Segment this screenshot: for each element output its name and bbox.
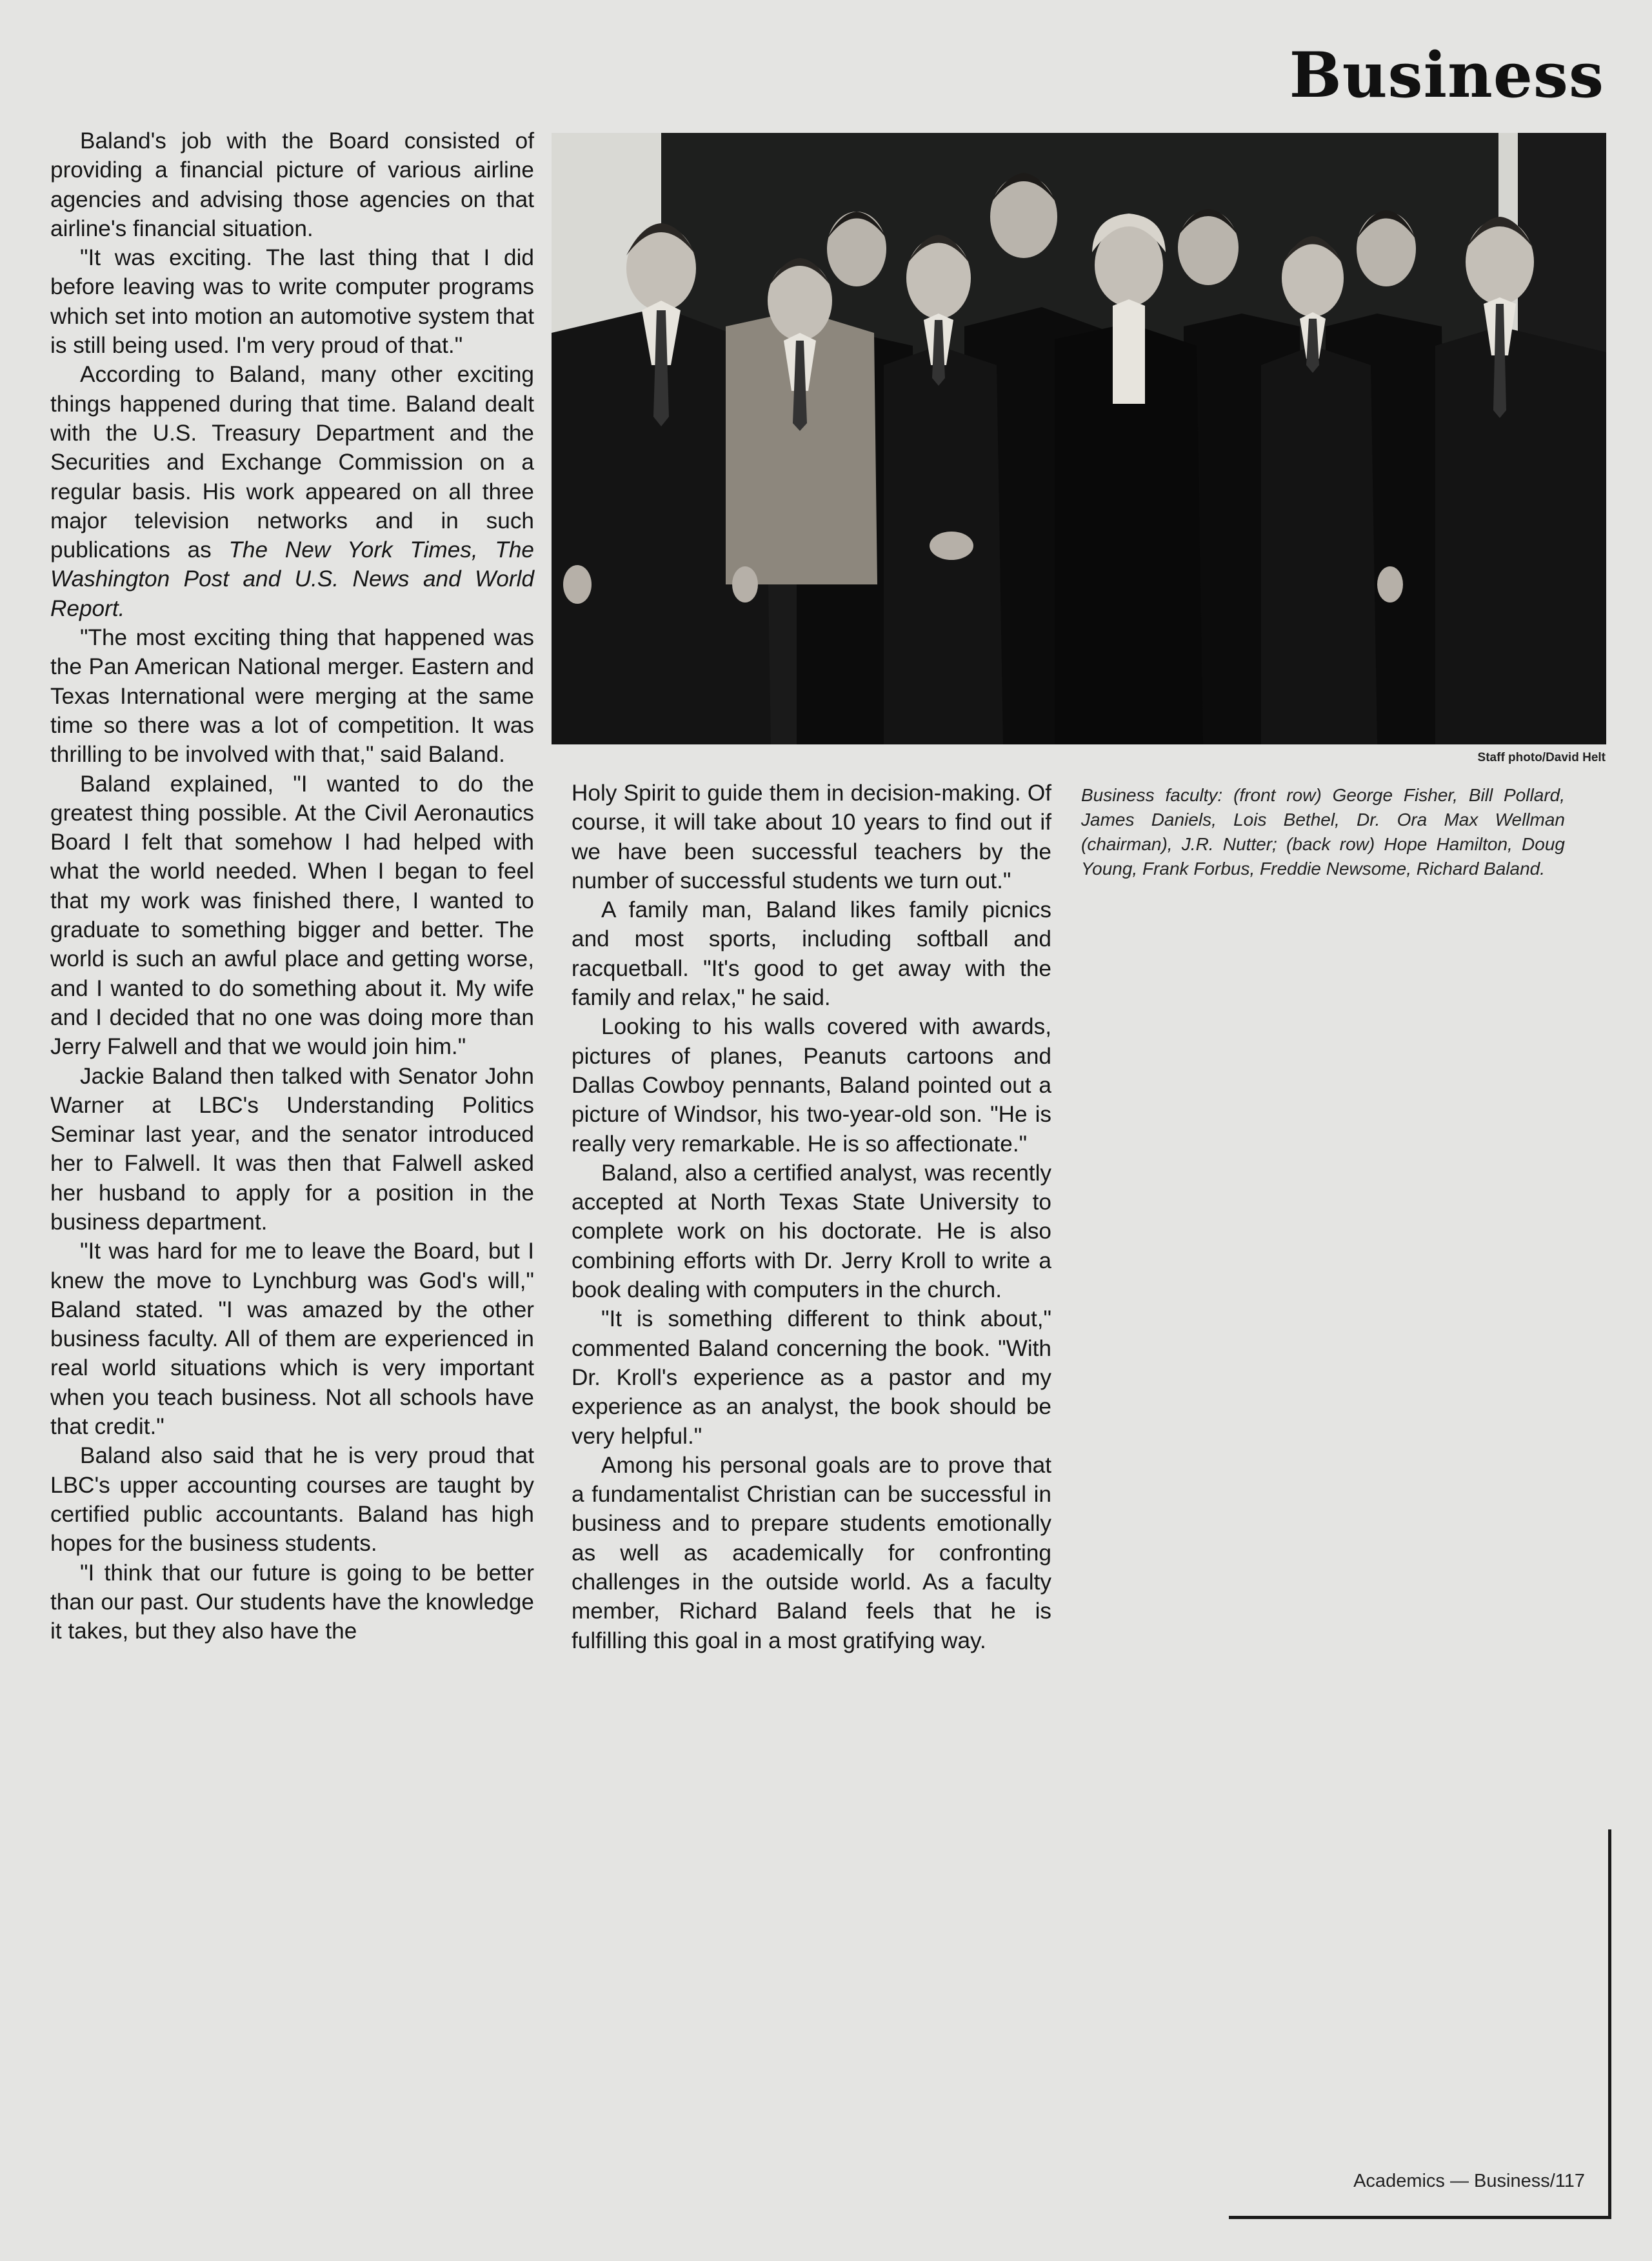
photo-caption: Business faculty: (front row) George Fisher, Bill Pollard, James Daniels, Lois Bethel, Dr. Ora Max Wellman (chairman), J.R. Nutter; (back row) Hope Hamilton, Doug Young, Frank Forbus, Freddie Newsome, Richard Baland. — [1081, 785, 1565, 879]
paragraph: Looking to his walls covered with awards, pictures of planes, Peanuts cartoons and Dallas Cowboy pennants, Baland pointed out a picture of Windsor, his two-year-old son. "He is really very remarkable. He is so affectionate." — [572, 1014, 1051, 1157]
paragraph: Baland's job with the Board consisted of providing a financial picture of various airline agencies and advising those agencies on that airline's financial situation. — [50, 128, 534, 241]
paragraph: Among his personal goals are to prove that a fundamentalist Christian can be successful in business and to prepare students emotionally as well as academically for confronting challenges in the outside world. As a faculty member, Richard Baland feels that he is fulfilling this goal in a most gratifying way. — [572, 1452, 1051, 1653]
paragraph: "The most exciting thing that happened was the Pan American National merger. Eastern and Texas International were merging at the same time so there was a lot of competition. It was thrilling to be involved with that," said Baland. — [50, 625, 534, 768]
photo-credit: Staff photo/David Helt — [1477, 751, 1606, 764]
paragraph: A family man, Baland likes family picnics and most sports, including softball and racquetball. "It's good to get away with the family and relax," he said. — [572, 897, 1051, 1011]
page-title: Business — [1289, 39, 1604, 112]
conjunction: and — [229, 566, 295, 592]
paragraph: Holy Spirit to guide them in decision-making. Of course, it will take about 10 years to find out if we have been successful teachers by the number of successful students we turn out." — [572, 781, 1051, 893]
paragraph: "It is something different to think about," commented Baland concerning the book. "With Dr. Kroll's experience as a pastor and my experience as an analyst, the book should be very helpful." — [572, 1306, 1051, 1449]
faculty-group-photo — [552, 133, 1606, 744]
paragraph — [50, 360, 534, 623]
article-column-1 — [50, 126, 534, 1646]
article-column-2 — [572, 779, 1051, 1655]
paragraph-text: According to Baland, many other exciting things happened during that time. Baland dealt with the U.S. Treasury Department and the Securities and Exchange Commission on a regular basis. His work appeared on all three major television networks and in such publications as — [50, 362, 534, 563]
corner-rule-vertical — [1608, 1829, 1611, 2218]
page-folio: Academics — Business/117 — [1353, 2171, 1585, 2191]
paragraph: "It was hard for me to leave the Board, but I knew the move to Lynchburg was God's will," Baland stated. "I was amazed by the other business faculty. All of them are experienced in real world situations which is very important when you teach business. Not all schools have that credit." — [50, 1239, 534, 1440]
paragraph: Baland, also a certified analyst, was recently accepted at North Texas State University to complete work on his doctorate. He is also combining efforts with Dr. Jerry Kroll to write a book dealing with computers in the church. — [572, 1160, 1051, 1303]
paragraph: Baland also said that he is very proud that LBC's upper accounting courses are taught by certified public accountants. Baland has high hopes for the business students. — [50, 1443, 534, 1557]
paragraph: "It was exciting. The last thing that I did before leaving was to write computer programs which set into motion an automotive system that is still being used. I'm very proud of that." — [50, 245, 534, 359]
paragraph: Jackie Baland then talked with Senator John Warner at LBC's Understanding Politics Seminar last year, and the senator introduced her to Falwell. It was then that Falwell asked her husband to apply for a position in the business department. — [50, 1063, 534, 1235]
publication-name: U.S. News and World Report. — [50, 566, 535, 621]
paragraph: Baland explained, "I wanted to do the greatest thing possible. At the Civil Aeronautics Board I felt that somehow I had helped with what the world needed. When I began to feel that my work was finished there, I wanted to graduate to something bigger and better. The world is such an awful place and getting worse, and I wanted to do something about it. My wife and I decided that no one was doing more than Jerry Falwell and that we would join him." — [50, 771, 534, 1060]
publication-names: The New York Times, The Washington Post — [50, 537, 534, 592]
corner-rule-horizontal — [1229, 2216, 1611, 2219]
paragraph: "I think that our future is going to be better than our past. Our students have the knowledge it takes, but they also have the — [50, 1560, 534, 1644]
